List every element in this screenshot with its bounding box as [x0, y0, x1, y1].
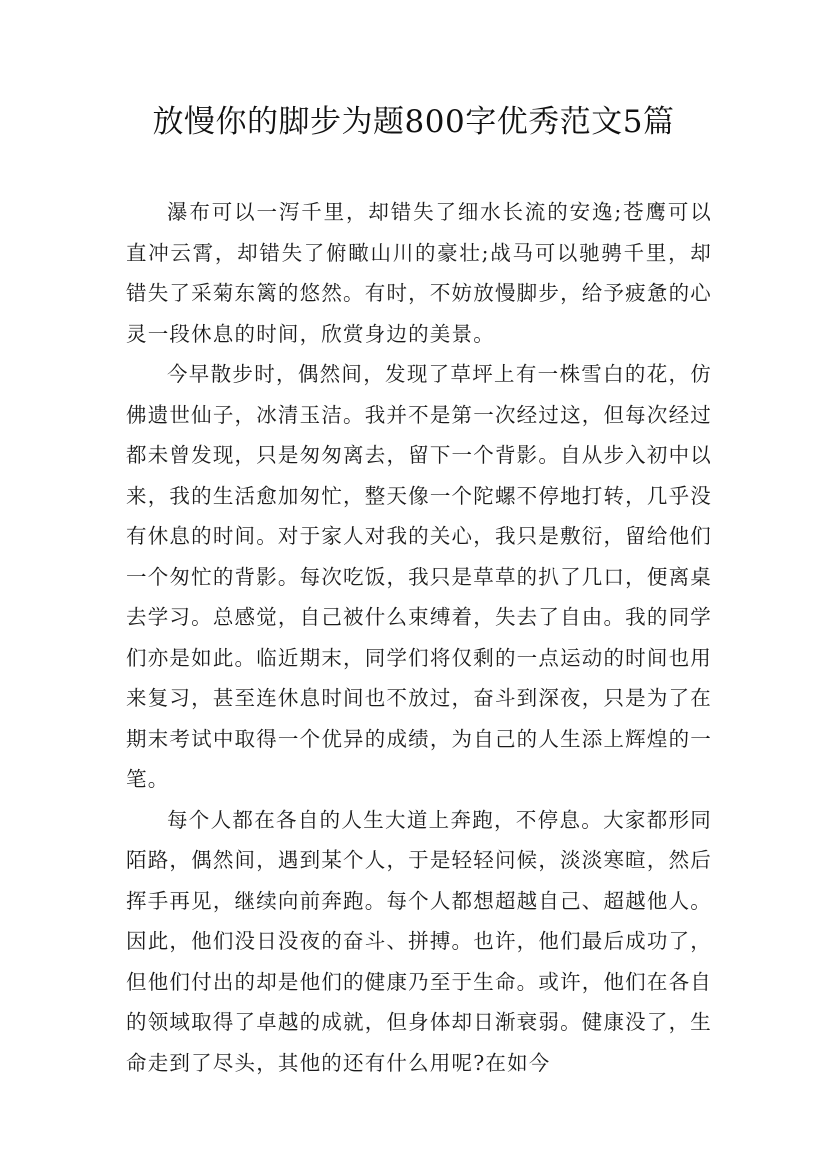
paragraph-1: 瀑布可以一泻千里，却错失了细水长流的安逸;苍鹰可以直冲云霄，却错失了俯瞰山川的豪壮;战马可以驰骋千里，却错失了采菊东篱的悠然。有时，不妨放慢脚步，给予疲惫的心灵一段休息的时间，欣赏身边的美景。 [126, 200, 712, 346]
document-body [126, 192, 712, 1083]
paragraph-2: 今早散步时，偶然间，发现了草坪上有一株雪白的花，仿佛遗世仙子，冰清玉洁。我并不是第一次经过这，但每次经过都未曾发现，只是匆匆离去，留下一个背影。自从步入初中以来，我的生活愈加匆忙，整天像一个陀螺不停地打转，几乎没有休息的时间。对于家人对我的关心，我只是敷衍，留给他们一个匆忙的背影。每次吃饭，我只是草草的扒了几口，便离桌去学习。总感觉，自己被什么束缚着，失去了自由。我的同学们亦是如此。临近期末，同学们将仅剩的一点运动的时间也用来复习，甚至连休息时间也不放过，奋斗到深夜，只是为了在期末考试中取得一个优异的成绩，为自己的人生添上辉煌的一笔。 [126, 362, 712, 791]
paragraph-3: 每个人都在各自的人生大道上奔跑，不停息。大家都形同陌路，偶然间，遇到某个人，于是轻轻问候，淡淡寒暄，然后挥手再见，继续向前奔跑。每个人都想超越自己、超越他人。因此，他们没日没夜的奋斗、拼搏。也许，他们最后成功了，但他们付出的却是他们的健康乃至于生命。或许，他们在各自的领域取得了卓越的成就，但身体却日渐衰弱。健康没了，生命走到了尽头，其他的还有什么用呢?在如今 [126, 807, 712, 1075]
document-title: 放慢你的脚步为题800字优秀范文5篇 [152, 104, 675, 140]
